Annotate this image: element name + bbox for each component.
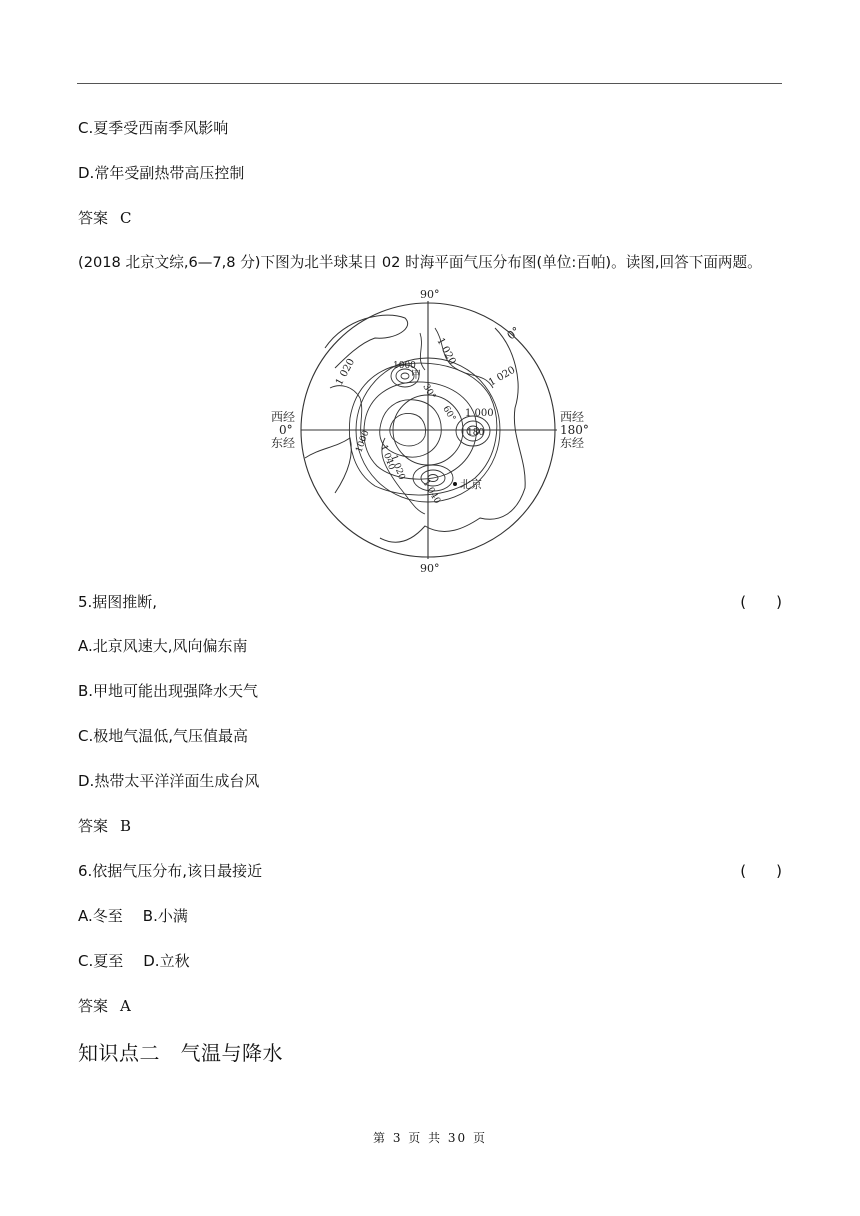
label-left-east: 东经 bbox=[271, 436, 296, 450]
answer-value: C bbox=[120, 209, 132, 227]
label-bottom-90: 90° bbox=[420, 562, 440, 574]
label-right-180: 180° bbox=[560, 423, 589, 437]
isobar-label-1000-nw: 1000 bbox=[393, 361, 416, 371]
question-intro: (2018 北京文综,6—7,8 分)下图为北半球某日 02 时海平面气压分布图(单位:百帕)。读图,回答下面两题。 bbox=[78, 254, 762, 271]
q5-answer-blank: ( ) bbox=[740, 593, 782, 611]
label-right-west: 西经 bbox=[560, 410, 585, 424]
label-right-east: 东经 bbox=[560, 436, 585, 450]
isobar-label-1020-nw: 1 020 bbox=[333, 356, 358, 388]
section-heading: 知识点二 气温与降水 bbox=[78, 1041, 283, 1065]
q5-answer bbox=[78, 816, 131, 836]
q6-options-cd bbox=[78, 951, 190, 971]
q5-option-a: A.北京风速大,风向偏东南 bbox=[78, 637, 248, 655]
label-left-zero: 0° bbox=[279, 423, 293, 437]
label-180-center: 180 bbox=[467, 428, 485, 438]
q5-answer-label: 答案 bbox=[78, 817, 109, 835]
beijing-dot bbox=[453, 482, 457, 486]
q5-option-b: B.甲地可能出现强降水天气 bbox=[78, 682, 259, 700]
q5-stem: 5.据图推断, bbox=[78, 593, 158, 611]
q6-answer-blank: ( ) bbox=[740, 862, 782, 880]
q6-option-b: B.小满 bbox=[142, 907, 188, 925]
answer-label: 答案 bbox=[78, 209, 109, 227]
answer-prev bbox=[78, 208, 132, 228]
label-beijing: 北京 bbox=[460, 478, 482, 491]
q6-stem: 6.依据气压分布,该日最接近 bbox=[78, 862, 263, 880]
isobar-label-1020-ne: 1 020 bbox=[487, 364, 518, 389]
isobar-label-1000-e: 1 000 bbox=[465, 408, 494, 419]
label-zero: 0° bbox=[504, 324, 523, 343]
lat-label-30: 30° bbox=[420, 382, 438, 402]
pressure-map bbox=[265, 288, 595, 574]
q6-answer-label: 答案 bbox=[78, 997, 109, 1015]
isobar-north-2 bbox=[420, 333, 425, 370]
label-left-west: 西经 bbox=[271, 410, 296, 424]
page-footer: 第 3 页 共 30 页 bbox=[373, 1131, 487, 1145]
isobar-label-1000-w: 1000 bbox=[354, 429, 372, 455]
lat-label-60: 60° bbox=[440, 404, 458, 424]
q5-answer-value: B bbox=[120, 817, 132, 835]
q5-option-d: D.热带太平洋洋面生成台风 bbox=[78, 772, 260, 790]
coastline-west bbox=[305, 438, 351, 493]
q6-options-ab bbox=[78, 906, 188, 926]
q6-option-d: D.立秋 bbox=[143, 952, 190, 970]
q6-option-a: A.冬至 bbox=[78, 907, 123, 925]
isobar-label-1040-w: 1 040 bbox=[378, 443, 397, 472]
option-c-prev: C.夏季受西南季风影响 bbox=[78, 119, 229, 137]
low-nw-3 bbox=[401, 373, 409, 379]
q6-answer bbox=[78, 996, 131, 1016]
isobar-label-1020-s: 1 020 bbox=[388, 453, 407, 482]
q5-option-c: C.极地气温低,气压值最高 bbox=[78, 727, 249, 745]
isobar-label-1040: 1 040 bbox=[420, 478, 442, 506]
q6-answer-value: A bbox=[120, 997, 131, 1015]
header-rule bbox=[77, 83, 782, 84]
isobar-label-1020-n: 1 020 bbox=[434, 336, 458, 367]
option-d-prev: D.常年受副热带高压控制 bbox=[78, 164, 245, 182]
label-top-90: 90° bbox=[420, 288, 440, 301]
q6-option-c: C.夏至 bbox=[78, 952, 124, 970]
label-jia: 甲 bbox=[411, 370, 421, 381]
